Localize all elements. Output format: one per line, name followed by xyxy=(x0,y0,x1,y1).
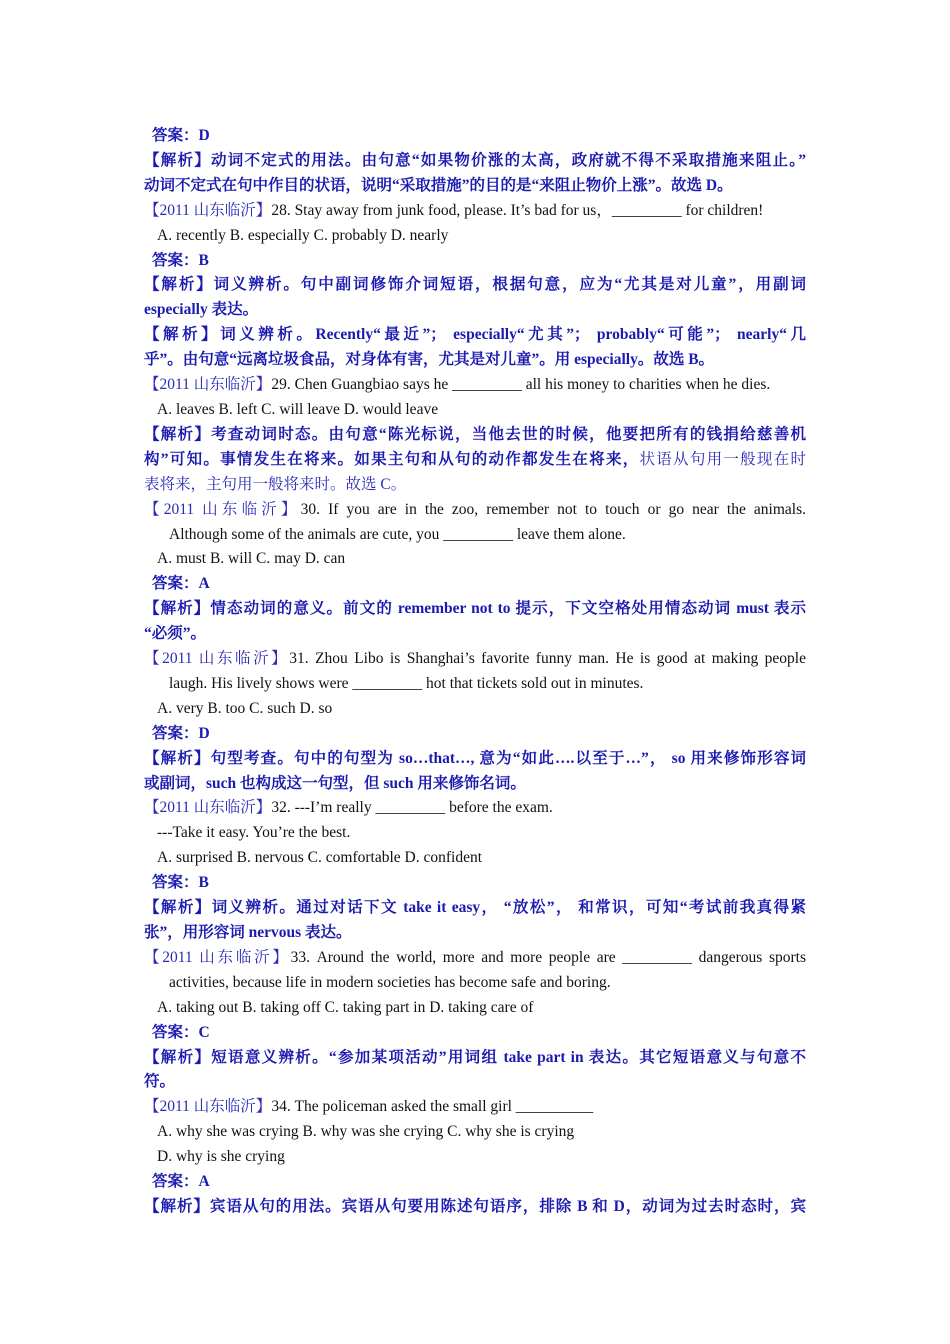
options-line xyxy=(144,1145,806,1170)
explanation-line xyxy=(144,1046,806,1071)
source-tag: 【2011 山东临沂】 xyxy=(144,799,272,817)
line-text: 【解析】短语意义辨析。“参加某项活动”用词组 take part in 表达。其它短语意义与句意不 xyxy=(144,1048,806,1066)
line-text: 30. If you are in the zoo, remember not to touch or go near the animals. xyxy=(300,500,806,518)
answer-line xyxy=(144,722,806,747)
line-text: 答案：B xyxy=(152,874,209,892)
question-continuation xyxy=(144,971,806,996)
answer-line xyxy=(144,572,806,597)
source-tag: 【2011 山东临沂】 xyxy=(144,948,291,966)
question-continuation xyxy=(144,523,806,548)
line-text: “必须”。 xyxy=(144,625,207,643)
source-tag: 【2011 山东临沂】 xyxy=(144,1098,272,1116)
line-text: 【解析】考查动词时态。由句意“陈光标说，当他去世的时候，他要把所有的钱捐给慈善机 xyxy=(144,425,806,443)
line-text: 张”，用形容词 nervous 表达。 xyxy=(144,924,352,941)
source-tag: 【2011 山东临沂】 xyxy=(144,500,301,518)
answer-line xyxy=(144,871,806,896)
line-text: 34. The policeman asked the small girl __________ xyxy=(271,1098,594,1116)
line-text: 乎”。由句意“远离垃圾食品，对身体有害，尤其是对儿童”。用 especially。故选 B。 xyxy=(144,351,715,369)
answer-line xyxy=(144,1170,806,1195)
explanation-line xyxy=(144,1195,806,1220)
question-line xyxy=(144,373,806,398)
question-continuation xyxy=(144,672,806,697)
line-text: 【解析】宾语从句的用法。宾语从句要用陈述句语序，排除 B 和 D，动词为过去时态时，宾 xyxy=(144,1197,806,1215)
question-line xyxy=(144,1095,806,1120)
line-text: 【解析】动词不定式的用法。由句意“如果物价涨的太高，政府就不得不采取措施来阻止。” xyxy=(144,151,806,169)
question-line xyxy=(144,199,806,224)
explanation-line xyxy=(144,448,806,473)
line-text: A. why she was crying B. why was she crying C. why she is crying xyxy=(157,1123,575,1141)
question-line xyxy=(144,647,806,672)
line-text: 【解析】词义辨析。Recently“最近”； especially“尤其”； probably“可能”； nearly“几 xyxy=(144,326,806,344)
line-text: 31. Zhou Libo is Shanghai’s favorite funny man. He is good at making people xyxy=(289,650,806,668)
explanation-line xyxy=(144,174,806,199)
explanation-line xyxy=(144,423,806,448)
source-tag: 【2011 山东临沂】 xyxy=(144,650,290,668)
line-text: 【解析】句型考查。句中的句型为 so…that…, 意为“如此….以至于…”， so 用来修饰形容词 xyxy=(144,749,806,767)
line-text: A. surprised B. nervous C. comfortable D. confident xyxy=(157,849,483,867)
explanation-line xyxy=(144,149,806,174)
line-text: 【解析】词义辨析。句中副词修饰介词短语，根据句意，应为“尤其是对儿童”，用副词 xyxy=(144,276,806,294)
options-line xyxy=(144,697,806,722)
options-line xyxy=(144,224,806,249)
source-tag: 【2011 山东临沂】 xyxy=(144,376,272,394)
explanation-line xyxy=(144,747,806,772)
line-text: A. must B. will C. may D. can xyxy=(157,550,346,568)
line-text: 答案：D xyxy=(152,724,210,742)
options-line xyxy=(144,547,806,572)
explanation-line xyxy=(144,772,806,797)
options-line xyxy=(144,846,806,871)
line-text: A. recently B. especially C. probably D. nearly xyxy=(157,226,449,244)
line-text: A. taking out B. taking off C. taking part in D. taking care of xyxy=(157,998,534,1016)
line-text: 33. Around the world, more and more people are _________ dangerous sports xyxy=(290,948,806,966)
answer-line xyxy=(144,124,806,149)
line-text: activities, because life in modern societies has become safe and boring. xyxy=(169,973,611,991)
line-text: 表将来，主句用一般将来时。故选 C。 xyxy=(144,475,407,493)
explanation-line xyxy=(144,348,806,373)
line-text: ---Take it easy. You’re the best. xyxy=(157,824,351,842)
line-text: 动词不定式在句中作目的状语，说明“采取措施”的目的是“来阻止物价上涨”。故选 D。 xyxy=(144,176,733,194)
line-text: 答案：A xyxy=(152,1173,210,1191)
question-line xyxy=(144,946,806,971)
line-text: 32. ---I’m really _________ before the exam. xyxy=(271,799,553,817)
line-text: 【解析】情态动词的意义。前文的 remember not to 提示，下文空格处用情态动词 must 表示 xyxy=(144,600,806,618)
line-text: laugh. His lively shows were _________ hot that tickets sold out in minutes. xyxy=(169,674,644,692)
line-text: D. why is she crying xyxy=(157,1148,285,1166)
explanation-line xyxy=(144,323,806,348)
line-text: 【解析】词义辨析。通过对话下文 take it easy， “放松”， 和常识，可知“考试前我真得紧 xyxy=(144,899,806,917)
explanation-line xyxy=(144,622,806,647)
answer-line xyxy=(144,249,806,274)
line-text: 或副词，such 也构成这一句型，但 such 用来修饰名词。 xyxy=(144,774,526,792)
answer-line xyxy=(144,1021,806,1046)
line-text: 符。 xyxy=(144,1073,176,1091)
line-text: 29. Chen Guangbiao says he _________ all his money to charities when he dies. xyxy=(271,376,771,394)
line-tail: 状语从句用一般现在时 xyxy=(639,450,806,468)
source-tag: 【2011 山东临沂】 xyxy=(144,201,272,219)
question-line xyxy=(144,498,806,523)
line-text: 答案：B xyxy=(152,251,209,269)
line-text: A. leaves B. left C. will leave D. would leave xyxy=(157,400,439,418)
explanation-line xyxy=(144,273,806,298)
line-text: 答案：C xyxy=(152,1023,210,1041)
options-line xyxy=(144,398,806,423)
explanation-line xyxy=(144,597,806,622)
explanation-line xyxy=(144,921,806,946)
document-body xyxy=(144,124,806,1220)
line-text: Although some of the animals are cute, you _________ leave them alone. xyxy=(169,525,626,543)
explanation-line xyxy=(144,896,806,921)
line-text: 构”可知。事情发生在将来。如果主句和从句的动作都发生在将来， xyxy=(144,450,640,468)
options-line xyxy=(144,996,806,1021)
explanation-line xyxy=(144,298,806,323)
explanation-line xyxy=(144,1070,806,1095)
question-line xyxy=(144,796,806,821)
line-text: 答案：D xyxy=(152,127,210,144)
line-text: 28. Stay away from junk food, please. It’s bad for us，_________ for children! xyxy=(271,201,764,219)
line-text: 答案：A xyxy=(152,575,210,593)
line-text: especially 表达。 xyxy=(144,301,259,319)
options-line xyxy=(144,1120,806,1145)
options-line xyxy=(144,821,806,846)
explanation-continuation xyxy=(144,473,806,498)
line-text: A. very B. too C. such D. so xyxy=(157,699,333,717)
